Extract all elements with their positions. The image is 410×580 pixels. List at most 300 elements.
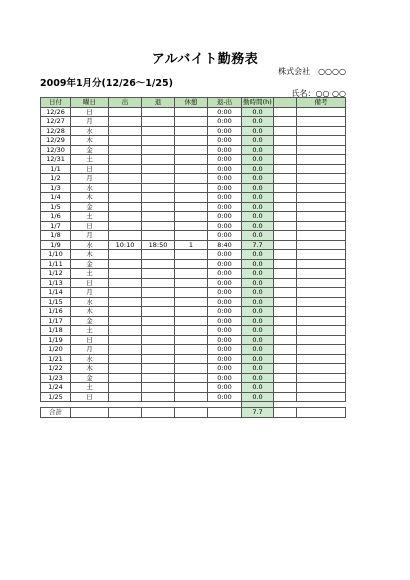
cell-hours[interactable]: 0.0 <box>242 278 274 288</box>
cell-out[interactable] <box>142 335 175 345</box>
cell-out[interactable] <box>142 136 175 146</box>
cell-diff[interactable]: 0:00 <box>208 212 242 222</box>
cell-weekday[interactable]: 日 <box>71 335 109 345</box>
cell-hours[interactable]: 0.0 <box>242 335 274 345</box>
cell-blank[interactable] <box>274 316 297 326</box>
cell-date[interactable]: 1/25 <box>41 392 71 402</box>
cell-blank[interactable] <box>274 392 297 402</box>
cell-break[interactable] <box>175 278 208 288</box>
cell-blank[interactable] <box>274 326 297 336</box>
cell-hours[interactable]: 0.0 <box>242 345 274 355</box>
cell-blank[interactable] <box>274 164 297 174</box>
cell-weekday[interactable]: 日 <box>71 392 109 402</box>
cell-break[interactable] <box>175 117 208 127</box>
cell-diff[interactable]: 0:00 <box>208 117 242 127</box>
cell-out[interactable] <box>142 392 175 402</box>
cell-weekday[interactable]: 水 <box>71 354 109 364</box>
cell-out[interactable] <box>142 126 175 136</box>
cell-out[interactable] <box>142 354 175 364</box>
cell-in[interactable] <box>109 202 142 212</box>
cell-diff[interactable]: 0:00 <box>208 183 242 193</box>
cell-note[interactable] <box>297 193 346 203</box>
cell-in[interactable] <box>109 307 142 317</box>
cell-date[interactable]: 12/26 <box>41 107 71 117</box>
cell-note[interactable] <box>297 288 346 298</box>
cell-blank[interactable] <box>274 183 297 193</box>
cell-diff[interactable]: 0:00 <box>208 354 242 364</box>
cell-note[interactable] <box>297 155 346 165</box>
cell-date[interactable]: 1/21 <box>41 354 71 364</box>
cell-in[interactable] <box>109 107 142 117</box>
cell-weekday[interactable]: 土 <box>71 212 109 222</box>
cell-hours[interactable]: 0.0 <box>242 364 274 374</box>
cell-out[interactable] <box>142 174 175 184</box>
cell-in[interactable] <box>109 316 142 326</box>
cell-out[interactable] <box>142 212 175 222</box>
cell-note[interactable] <box>297 250 346 260</box>
cell-break[interactable] <box>175 174 208 184</box>
cell-out[interactable] <box>142 231 175 241</box>
cell-note[interactable] <box>297 231 346 241</box>
cell-date[interactable]: 12/30 <box>41 145 71 155</box>
cell-hours[interactable]: 0.0 <box>242 259 274 269</box>
cell-in[interactable] <box>109 269 142 279</box>
table-row <box>41 278 346 288</box>
cell-out[interactable] <box>142 259 175 269</box>
cell-hours[interactable]: 0.0 <box>242 174 274 184</box>
cell-out[interactable] <box>142 269 175 279</box>
cell-break[interactable] <box>175 383 208 393</box>
cell-weekday[interactable]: 木 <box>71 136 109 146</box>
cell-blank[interactable] <box>274 231 297 241</box>
employee-name: 氏名：○○ ○○ <box>291 89 346 98</box>
cell-weekday[interactable]: 金 <box>71 145 109 155</box>
cell-blank[interactable] <box>274 345 297 355</box>
cell-note[interactable] <box>297 183 346 193</box>
cell-in[interactable] <box>109 136 142 146</box>
cell-hours[interactable]: 0.0 <box>242 269 274 279</box>
cell-diff[interactable]: 0:00 <box>208 316 242 326</box>
cell-in[interactable] <box>109 183 142 193</box>
cell-break[interactable] <box>175 354 208 364</box>
cell-date[interactable]: 1/11 <box>41 259 71 269</box>
cell-in[interactable] <box>109 250 142 260</box>
cell-weekday[interactable]: 月 <box>71 231 109 241</box>
cell-date[interactable]: 1/9 <box>41 240 71 250</box>
cell-blank[interactable] <box>274 202 297 212</box>
cell-hours[interactable]: 7.7 <box>242 240 274 250</box>
cell-date[interactable]: 12/28 <box>41 126 71 136</box>
cell-break[interactable] <box>175 307 208 317</box>
cell-break[interactable]: 1 <box>175 240 208 250</box>
cell-out[interactable] <box>142 364 175 374</box>
cell-break[interactable] <box>175 392 208 402</box>
cell-date[interactable]: 1/15 <box>41 297 71 307</box>
cell-hours[interactable]: 0.0 <box>242 231 274 241</box>
cell-note[interactable] <box>297 240 346 250</box>
cell-blank[interactable] <box>274 297 297 307</box>
cell-break[interactable] <box>175 164 208 174</box>
cell-out[interactable] <box>142 164 175 174</box>
cell-blank[interactable] <box>274 278 297 288</box>
cell-date[interactable]: 1/22 <box>41 364 71 374</box>
cell-in[interactable] <box>109 326 142 336</box>
cell-in[interactable] <box>109 345 142 355</box>
cell-date[interactable]: 1/10 <box>41 250 71 260</box>
col-hours: 勤時間(h) <box>243 98 272 107</box>
cell-hours[interactable]: 0.0 <box>242 193 274 203</box>
cell-weekday[interactable]: 土 <box>71 326 109 336</box>
cell-blank[interactable] <box>274 240 297 250</box>
cell-date[interactable]: 1/6 <box>41 212 71 222</box>
col-diff: 退-出 <box>208 98 242 108</box>
cell-diff[interactable]: 0:00 <box>208 174 242 184</box>
cell-date[interactable]: 1/12 <box>41 269 71 279</box>
cell-note[interactable] <box>297 335 346 345</box>
cell-hours[interactable]: 0.0 <box>242 212 274 222</box>
cell-out[interactable] <box>142 117 175 127</box>
cell-out[interactable] <box>142 202 175 212</box>
cell-blank[interactable] <box>274 107 297 117</box>
cell-break[interactable] <box>175 316 208 326</box>
cell-note[interactable] <box>297 174 346 184</box>
cell-out[interactable] <box>142 383 175 393</box>
cell-blank[interactable] <box>274 383 297 393</box>
cell-in[interactable] <box>109 259 142 269</box>
cell-hours[interactable]: 0.0 <box>242 297 274 307</box>
period-label: 2009年1月分(12/26～1/25) <box>40 78 173 89</box>
table-row <box>41 183 346 193</box>
cell-hours[interactable]: 0.0 <box>242 383 274 393</box>
cell-break[interactable] <box>175 259 208 269</box>
cell-in[interactable] <box>109 373 142 383</box>
table-row <box>41 126 346 136</box>
cell-blank[interactable] <box>274 155 297 165</box>
cell-date[interactable]: 1/16 <box>41 307 71 317</box>
col-break: 休憩 <box>175 98 208 108</box>
cell-hours[interactable]: 0.0 <box>242 202 274 212</box>
cell-diff[interactable]: 0:00 <box>208 155 242 165</box>
table-row <box>41 107 346 117</box>
cell-diff[interactable]: 0:00 <box>208 373 242 383</box>
cell-blank[interactable] <box>274 174 297 184</box>
cell-hours[interactable]: 0.0 <box>242 221 274 231</box>
cell-in[interactable] <box>109 392 142 402</box>
cell-break[interactable] <box>175 326 208 336</box>
cell-break[interactable] <box>175 269 208 279</box>
cell-in[interactable] <box>109 354 142 364</box>
cell-weekday[interactable]: 水 <box>71 240 109 250</box>
cell-date[interactable]: 1/24 <box>41 383 71 393</box>
cell-in[interactable] <box>109 212 142 222</box>
cell-weekday[interactable]: 水 <box>71 297 109 307</box>
cell-diff[interactable]: 0:00 <box>208 392 242 402</box>
cell-out[interactable] <box>142 316 175 326</box>
cell-weekday[interactable]: 日 <box>71 221 109 231</box>
cell-date[interactable]: 1/8 <box>41 231 71 241</box>
cell-blank[interactable] <box>274 126 297 136</box>
cell-date[interactable]: 12/29 <box>41 136 71 146</box>
cell-in[interactable] <box>109 145 142 155</box>
cell-in[interactable] <box>109 221 142 231</box>
cell-out[interactable] <box>142 145 175 155</box>
cell-weekday[interactable]: 金 <box>71 316 109 326</box>
cell-hours[interactable]: 0.0 <box>242 307 274 317</box>
cell-weekday[interactable]: 月 <box>71 174 109 184</box>
cell-note[interactable] <box>297 202 346 212</box>
cell-diff[interactable]: 0:00 <box>208 335 242 345</box>
cell-blank[interactable] <box>274 221 297 231</box>
cell-out[interactable] <box>142 183 175 193</box>
cell-diff[interactable]: 0:00 <box>208 202 242 212</box>
cell-diff[interactable]: 0:00 <box>208 288 242 298</box>
cell-out[interactable] <box>142 326 175 336</box>
cell-blank[interactable] <box>274 259 297 269</box>
cell-diff[interactable]: 0:00 <box>208 307 242 317</box>
cell-out[interactable] <box>142 221 175 231</box>
cell-weekday[interactable]: 金 <box>71 373 109 383</box>
cell-diff[interactable]: 0:00 <box>208 259 242 269</box>
cell-diff[interactable]: 0:00 <box>208 193 242 203</box>
cell-in[interactable] <box>109 297 142 307</box>
cell-note[interactable] <box>297 364 346 374</box>
cell-weekday[interactable]: 木 <box>71 193 109 203</box>
cell-weekday[interactable]: 月 <box>71 345 109 355</box>
cell-in[interactable] <box>109 117 142 127</box>
cell-out[interactable] <box>142 278 175 288</box>
cell-diff[interactable]: 8:40 <box>208 240 242 250</box>
cell-date[interactable]: 1/4 <box>41 193 71 203</box>
cell-date[interactable]: 12/31 <box>41 155 71 165</box>
cell-out[interactable] <box>142 373 175 383</box>
cell-hours[interactable]: 0.0 <box>242 288 274 298</box>
cell-blank[interactable] <box>274 364 297 374</box>
cell-date[interactable]: 1/1 <box>41 164 71 174</box>
cell-out[interactable] <box>142 297 175 307</box>
cell-note[interactable] <box>297 221 346 231</box>
cell-in[interactable] <box>109 364 142 374</box>
cell-weekday[interactable]: 土 <box>71 155 109 165</box>
cell-hours[interactable]: 0.0 <box>242 145 274 155</box>
cell-date[interactable]: 1/18 <box>41 326 71 336</box>
cell-blank[interactable] <box>274 269 297 279</box>
cell-hours[interactable]: 0.0 <box>242 316 274 326</box>
cell-in[interactable] <box>109 288 142 298</box>
cell-out[interactable]: 18:50 <box>142 240 175 250</box>
cell-diff[interactable]: 0:00 <box>208 145 242 155</box>
table-row <box>41 392 346 402</box>
cell-note[interactable] <box>297 126 346 136</box>
cell-note[interactable] <box>297 354 346 364</box>
cell-weekday[interactable]: 水 <box>71 183 109 193</box>
cell-weekday[interactable]: 日 <box>71 107 109 117</box>
cell-hours[interactable]: 0.0 <box>242 250 274 260</box>
cell-date[interactable]: 1/3 <box>41 183 71 193</box>
cell-date[interactable]: 12/27 <box>41 117 71 127</box>
cell-note[interactable] <box>297 278 346 288</box>
cell-note[interactable] <box>297 373 346 383</box>
cell-weekday[interactable]: 木 <box>71 250 109 260</box>
cell-diff[interactable]: 0:00 <box>208 326 242 336</box>
table-row <box>41 383 346 393</box>
cell-date[interactable]: 1/19 <box>41 335 71 345</box>
table-row <box>41 221 346 231</box>
cell-break[interactable] <box>175 193 208 203</box>
cell-date[interactable]: 1/20 <box>41 345 71 355</box>
cell-diff[interactable]: 0:00 <box>208 136 242 146</box>
cell-in[interactable] <box>109 278 142 288</box>
cell-in[interactable] <box>109 335 142 345</box>
cell-weekday[interactable]: 木 <box>71 307 109 317</box>
cell-break[interactable] <box>175 107 208 117</box>
cell-out[interactable] <box>142 193 175 203</box>
cell-date[interactable]: 1/5 <box>41 202 71 212</box>
cell-hours[interactable]: 0.0 <box>242 136 274 146</box>
cell-blank[interactable] <box>274 373 297 383</box>
cell-diff[interactable]: 0:00 <box>208 364 242 374</box>
cell-hours[interactable]: 0.0 <box>242 183 274 193</box>
cell-diff[interactable]: 0:00 <box>208 221 242 231</box>
cell-out[interactable] <box>142 250 175 260</box>
cell-break[interactable] <box>175 212 208 222</box>
cell-break[interactable] <box>175 155 208 165</box>
total-label: 合計 <box>41 408 71 418</box>
cell-blank[interactable] <box>274 354 297 364</box>
cell-break[interactable] <box>175 297 208 307</box>
cell-hours[interactable]: 0.0 <box>242 354 274 364</box>
page-title: アルバイト勤務表 <box>151 52 259 67</box>
cell-blank[interactable] <box>274 145 297 155</box>
table-row <box>41 240 346 250</box>
table-row <box>41 155 346 165</box>
cell-date[interactable]: 1/14 <box>41 288 71 298</box>
cell-date[interactable]: 1/17 <box>41 316 71 326</box>
table-row <box>41 136 346 146</box>
cell-diff[interactable]: 0:00 <box>208 231 242 241</box>
cell-hours[interactable]: 0.0 <box>242 326 274 336</box>
cell-break[interactable] <box>175 364 208 374</box>
cell-hours[interactable]: 0.0 <box>242 117 274 127</box>
cell-weekday[interactable]: 月 <box>71 288 109 298</box>
cell-note[interactable] <box>297 117 346 127</box>
cell-in[interactable] <box>109 126 142 136</box>
cell-note[interactable] <box>297 269 346 279</box>
table-row <box>41 307 346 317</box>
cell-date[interactable]: 1/7 <box>41 221 71 231</box>
cell-weekday[interactable]: 木 <box>71 364 109 374</box>
cell-diff[interactable]: 0:00 <box>208 250 242 260</box>
cell-weekday[interactable]: 金 <box>71 259 109 269</box>
cell-weekday[interactable]: 日 <box>71 164 109 174</box>
cell-break[interactable] <box>175 145 208 155</box>
cell-hours[interactable]: 0.0 <box>242 155 274 165</box>
cell-break[interactable] <box>175 373 208 383</box>
cell-date[interactable]: 1/23 <box>41 373 71 383</box>
cell-out[interactable] <box>142 155 175 165</box>
cell-blank[interactable] <box>274 193 297 203</box>
cell-note[interactable] <box>297 297 346 307</box>
cell-blank[interactable] <box>274 250 297 260</box>
cell-diff[interactable]: 0:00 <box>208 269 242 279</box>
cell-break[interactable] <box>175 335 208 345</box>
cell-note[interactable] <box>297 107 346 117</box>
cell-break[interactable] <box>175 221 208 231</box>
cell-note[interactable] <box>297 164 346 174</box>
cell-hours[interactable]: 0.0 <box>242 373 274 383</box>
cell-diff[interactable]: 0:00 <box>208 107 242 117</box>
table-row <box>41 250 346 260</box>
cell-note[interactable] <box>297 392 346 402</box>
cell-blank[interactable] <box>274 117 297 127</box>
cell-note[interactable] <box>297 326 346 336</box>
cell-out[interactable] <box>142 107 175 117</box>
cell-break[interactable] <box>175 136 208 146</box>
cell-weekday[interactable]: 金 <box>71 202 109 212</box>
cell-note[interactable] <box>297 316 346 326</box>
cell-in[interactable] <box>109 231 142 241</box>
cell-in[interactable] <box>109 164 142 174</box>
cell-weekday[interactable]: 土 <box>71 383 109 393</box>
cell-diff[interactable]: 0:00 <box>208 164 242 174</box>
cell-break[interactable] <box>175 231 208 241</box>
cell-weekday[interactable]: 日 <box>71 278 109 288</box>
cell-break[interactable] <box>175 345 208 355</box>
cell-note[interactable] <box>297 259 346 269</box>
cell-note[interactable] <box>297 345 346 355</box>
cell-date[interactable]: 1/13 <box>41 278 71 288</box>
cell-note[interactable] <box>297 383 346 393</box>
cell-break[interactable] <box>175 202 208 212</box>
cell-diff[interactable]: 0:00 <box>208 383 242 393</box>
cell-in[interactable]: 10:10 <box>109 240 142 250</box>
cell-blank[interactable] <box>274 212 297 222</box>
cell-blank[interactable] <box>274 307 297 317</box>
cell-diff[interactable]: 0:00 <box>208 297 242 307</box>
cell-note[interactable] <box>297 145 346 155</box>
cell-out[interactable] <box>142 288 175 298</box>
cell-note[interactable] <box>297 212 346 222</box>
cell-date[interactable]: 1/2 <box>41 174 71 184</box>
cell-in[interactable] <box>109 174 142 184</box>
cell-break[interactable] <box>175 288 208 298</box>
cell-weekday[interactable]: 水 <box>71 126 109 136</box>
cell-hours[interactable]: 0.0 <box>242 107 274 117</box>
cell-note[interactable] <box>297 307 346 317</box>
cell-weekday[interactable]: 土 <box>71 269 109 279</box>
cell-break[interactable] <box>175 126 208 136</box>
cell-diff[interactable]: 0:00 <box>208 278 242 288</box>
cell-diff[interactable]: 0:00 <box>208 126 242 136</box>
cell-weekday[interactable]: 月 <box>71 117 109 127</box>
cell-blank[interactable] <box>274 335 297 345</box>
cell-in[interactable] <box>109 155 142 165</box>
cell-break[interactable] <box>175 250 208 260</box>
cell-in[interactable] <box>109 193 142 203</box>
cell-out[interactable] <box>142 345 175 355</box>
cell-out[interactable] <box>142 307 175 317</box>
cell-in[interactable] <box>109 383 142 393</box>
cell-hours[interactable]: 0.0 <box>242 392 274 402</box>
cell-blank[interactable] <box>274 288 297 298</box>
header-row <box>41 98 346 108</box>
cell-hours[interactable]: 0.0 <box>242 164 274 174</box>
cell-blank[interactable] <box>274 136 297 146</box>
cell-note[interactable] <box>297 136 346 146</box>
cell-break[interactable] <box>175 183 208 193</box>
cell-hours[interactable]: 0.0 <box>242 126 274 136</box>
table-row <box>41 212 346 222</box>
cell-diff[interactable]: 0:00 <box>208 345 242 355</box>
